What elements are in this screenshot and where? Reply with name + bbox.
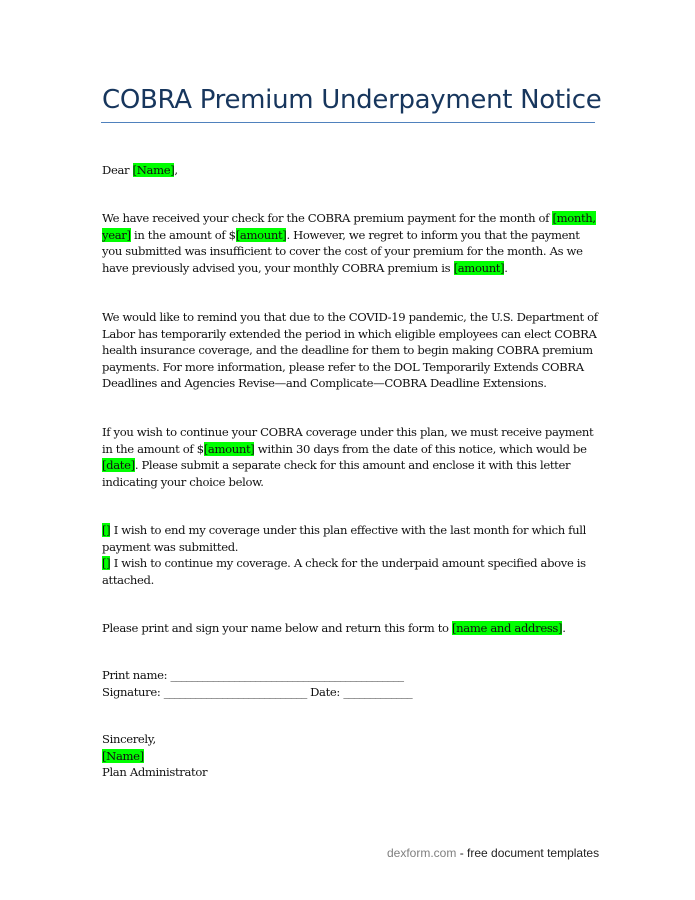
signature-field[interactable]: ___________________________ (163, 684, 307, 699)
date-field[interactable]: _____________ (343, 684, 413, 699)
sender-name-placeholder[interactable]: [Name] (102, 748, 144, 763)
continue-coverage-label: I wish to continue my coverage. A check for the underpaid amount specified above is attached. (102, 556, 586, 587)
print-name-row (102, 667, 602, 684)
closing-block (102, 731, 602, 781)
date-label: Date: (310, 684, 340, 699)
return-name-address-placeholder[interactable]: [name and address] (452, 621, 563, 635)
due-amount-placeholder[interactable]: [amount] (203, 441, 255, 456)
p1-text-2: in the amount of $ (130, 227, 236, 242)
signature-row (102, 684, 602, 701)
closing-sincerely: Sincerely, (102, 732, 156, 746)
signature-block (102, 667, 602, 700)
recipient-name-placeholder[interactable]: [Name] (132, 163, 175, 177)
p3-text-3: . Please submit a separate check for this amount and enclose it with this letter indicating your choice below. (102, 458, 571, 489)
option-continue-coverage (102, 555, 602, 588)
paragraph-payment-received (102, 210, 602, 276)
salutation-prefix: Dear (102, 163, 133, 177)
month-year-placeholder[interactable]: [month, year] (102, 211, 596, 242)
return-text-1: Please print and sign your name below and return this form to (102, 621, 452, 635)
p3-text-2: within 30 days from the date of this notice, which would be (254, 441, 587, 456)
print-name-label: Print name: (102, 668, 168, 682)
signature-label: Signature: (102, 684, 161, 699)
p1-text-1: We have received your check for the COBRA premium payment for the month of (102, 211, 553, 225)
continue-coverage-checkbox[interactable]: [] (102, 556, 111, 570)
footer-tagline: - free document templates (456, 846, 600, 860)
paragraph-payment-request (102, 424, 602, 490)
end-coverage-label: I wish to end my coverage under this plan effective with the last month for which full payment was submitted. (102, 523, 586, 554)
footer (387, 846, 599, 860)
p1-text-3: . However, we regret to inform you that the payment you submitted was insufficient to cover the cost of your premium for the month. As we have previously advised you, your monthly COBRA premium is (102, 227, 583, 275)
salutation-suffix: , (174, 163, 178, 177)
footer-brand-link[interactable]: dexform.com (387, 846, 457, 860)
return-instruction (102, 620, 602, 637)
paragraph-covid-extension (102, 309, 602, 392)
title-divider (101, 122, 595, 123)
salutation (102, 162, 602, 179)
coverage-options (102, 522, 602, 588)
return-text-2: . (562, 621, 566, 635)
end-coverage-checkbox[interactable]: [] (102, 523, 111, 537)
option-end-coverage (102, 522, 602, 555)
p2-text: We would like to remind you that due to the COVID-19 pandemic, the U.S. Department of Labor has temporarily extended the period in which eligible employees can elect COBRA health insurance coverage, and the deadline for them to begin making COBRA premium payments. For more information, please refer to the DOL Temporarily Extends COBRA Deadlines and Agencies Revise—and Complicate—COBRA Deadline Extensions. (102, 310, 598, 390)
monthly-premium-placeholder[interactable]: [amount] (453, 260, 505, 275)
p1-text-4: . (504, 260, 508, 275)
sender-role: Plan Administrator (102, 765, 208, 779)
p3-text-1: If you wish to continue your COBRA coverage under this plan, we must receive payment in the amount of $ (102, 425, 594, 456)
page-title: COBRA Premium Underpayment Notice (102, 85, 602, 115)
print-name-field[interactable]: ____________________________________________ (170, 668, 404, 682)
due-date-placeholder[interactable]: [date] (102, 458, 135, 472)
amount-placeholder[interactable]: [amount] (235, 227, 287, 242)
